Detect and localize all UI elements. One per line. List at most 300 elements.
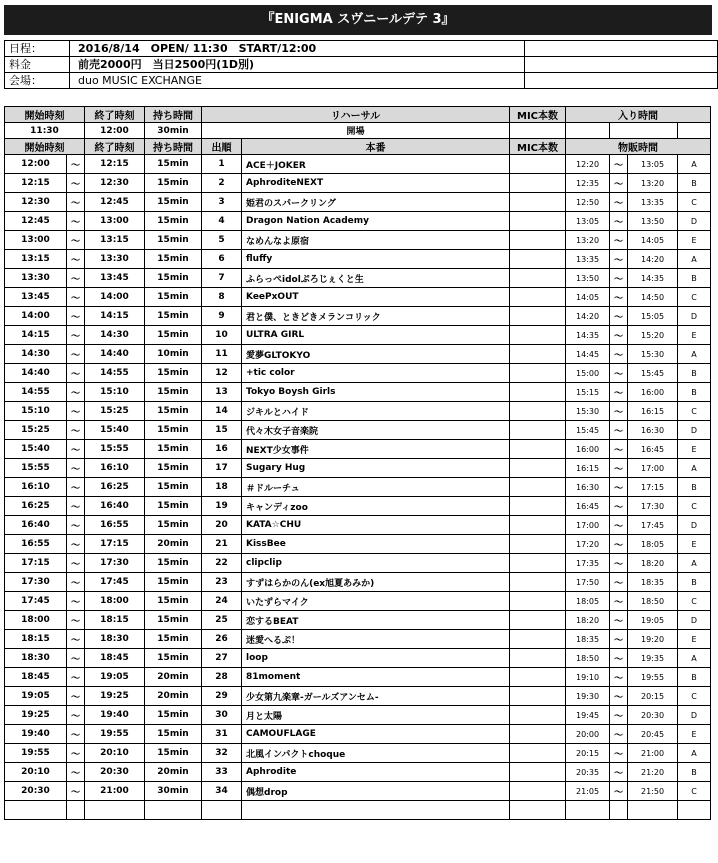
merch-area: B xyxy=(678,478,711,497)
merch-end: 13:35 xyxy=(628,193,678,212)
merch-start: 18:35 xyxy=(566,630,610,649)
slot-order: 2 xyxy=(202,174,242,193)
merch-tilde: 〜 xyxy=(610,250,628,269)
slot-duration: 15min xyxy=(145,212,202,231)
slot-duration: 20min xyxy=(145,763,202,782)
slot-start: 18:30 xyxy=(5,649,67,668)
schedule-row xyxy=(5,687,711,706)
slot-order: 33 xyxy=(202,763,242,782)
slot-act: なめんなよ原宿 xyxy=(242,231,510,250)
slot-start: 19:40 xyxy=(5,725,67,744)
merch-end: 15:45 xyxy=(628,364,678,383)
slot-act: KATA☆CHU xyxy=(242,516,510,535)
merch-start: 13:35 xyxy=(566,250,610,269)
slot-order: 20 xyxy=(202,516,242,535)
slot-act: 恋するBEAT xyxy=(242,611,510,630)
slot-start: 20:10 xyxy=(5,763,67,782)
merch-start: 12:35 xyxy=(566,174,610,193)
slot-tilde: 〜 xyxy=(67,212,85,231)
merch-tilde: 〜 xyxy=(610,155,628,174)
merch-area: C xyxy=(678,782,711,801)
slot-mic xyxy=(510,611,566,630)
header-rehearsal: リハーサル xyxy=(202,107,510,123)
slot-end: 21:00 xyxy=(85,782,145,801)
merch-end: 18:50 xyxy=(628,592,678,611)
merch-tilde: 〜 xyxy=(610,288,628,307)
slot-tilde: 〜 xyxy=(67,782,85,801)
merch-tilde: 〜 xyxy=(610,763,628,782)
slot-mic xyxy=(510,459,566,478)
merch-start: 12:20 xyxy=(566,155,610,174)
slot-mic xyxy=(510,383,566,402)
slot-duration: 15min xyxy=(145,725,202,744)
slot-duration: 15min xyxy=(145,592,202,611)
slot-tilde: 〜 xyxy=(67,364,85,383)
slot-act: 北風インパクトchoque xyxy=(242,744,510,763)
slot-order: 21 xyxy=(202,535,242,554)
merch-end: 15:20 xyxy=(628,326,678,345)
schedule-row xyxy=(5,440,711,459)
slot-tilde: 〜 xyxy=(67,573,85,592)
slot-start: 14:30 xyxy=(5,345,67,364)
merch-end: 20:45 xyxy=(628,725,678,744)
slot-duration: 15min xyxy=(145,744,202,763)
blank-cell xyxy=(202,801,242,820)
slot-start: 12:15 xyxy=(5,174,67,193)
merch-area: C xyxy=(678,288,711,307)
merch-start: 13:50 xyxy=(566,269,610,288)
merch-start: 12:50 xyxy=(566,193,610,212)
merch-end: 21:50 xyxy=(628,782,678,801)
merch-tilde: 〜 xyxy=(610,725,628,744)
merch-end: 18:20 xyxy=(628,554,678,573)
slot-duration: 20min xyxy=(145,668,202,687)
merch-tilde: 〜 xyxy=(610,345,628,364)
slot-tilde: 〜 xyxy=(67,535,85,554)
slot-order: 31 xyxy=(202,725,242,744)
merch-start: 18:05 xyxy=(566,592,610,611)
schedule-row xyxy=(5,155,711,174)
merch-area: E xyxy=(678,440,711,459)
slot-start: 16:10 xyxy=(5,478,67,497)
slot-end: 14:30 xyxy=(85,326,145,345)
header-end: 終了時刻 xyxy=(85,107,145,123)
schedule-body xyxy=(5,107,711,820)
merch-area: B xyxy=(678,174,711,193)
schedule-row xyxy=(5,174,711,193)
price-value: 前売2000円 当日2500円(1D別) xyxy=(70,57,525,73)
slot-tilde: 〜 xyxy=(67,706,85,725)
merch-area: A xyxy=(678,744,711,763)
merch-area: E xyxy=(678,630,711,649)
header-row-main xyxy=(5,139,711,155)
slot-order: 22 xyxy=(202,554,242,573)
merch-start: 14:45 xyxy=(566,345,610,364)
info-blank-cell xyxy=(525,57,718,73)
merch-tilde: 〜 xyxy=(610,668,628,687)
blank-cell xyxy=(242,801,510,820)
merch-area: A xyxy=(678,649,711,668)
slot-act: Aphrodite xyxy=(242,763,510,782)
slot-act: ＃ドルーチュ xyxy=(242,478,510,497)
slot-act: ULTRA GIRL xyxy=(242,326,510,345)
merch-area: D xyxy=(678,307,711,326)
slot-duration: 15min xyxy=(145,421,202,440)
merch-area: B xyxy=(678,573,711,592)
merch-end: 19:55 xyxy=(628,668,678,687)
merch-end: 19:35 xyxy=(628,649,678,668)
merch-end: 20:15 xyxy=(628,687,678,706)
merch-tilde: 〜 xyxy=(610,592,628,611)
slot-mic xyxy=(510,364,566,383)
slot-tilde: 〜 xyxy=(67,402,85,421)
merch-area: A xyxy=(678,250,711,269)
schedule-row xyxy=(5,478,711,497)
info-row-date xyxy=(5,41,718,57)
slot-duration: 15min xyxy=(145,630,202,649)
slot-mic xyxy=(510,554,566,573)
slot-end: 13:30 xyxy=(85,250,145,269)
slot-act: 愛夢GLTOKYO xyxy=(242,345,510,364)
slot-act: clipclip xyxy=(242,554,510,573)
schedule-row xyxy=(5,630,711,649)
slot-start: 17:15 xyxy=(5,554,67,573)
merch-tilde: 〜 xyxy=(610,364,628,383)
slot-act: KissBee xyxy=(242,535,510,554)
merch-start: 15:30 xyxy=(566,402,610,421)
slot-act: 迷愛へるぷ！ xyxy=(242,630,510,649)
slot-mic xyxy=(510,288,566,307)
header-mic: MIC本数 xyxy=(510,139,566,155)
slot-tilde: 〜 xyxy=(67,763,85,782)
merch-start: 17:35 xyxy=(566,554,610,573)
slot-mic xyxy=(510,231,566,250)
slot-mic xyxy=(510,497,566,516)
header-row-rehearsal xyxy=(5,107,711,123)
slot-end: 17:30 xyxy=(85,554,145,573)
slot-start: 19:25 xyxy=(5,706,67,725)
slot-mic xyxy=(510,668,566,687)
merch-end: 15:30 xyxy=(628,345,678,364)
slot-mic xyxy=(510,649,566,668)
schedule-row xyxy=(5,326,711,345)
slot-duration: 15min xyxy=(145,440,202,459)
slot-end: 12:45 xyxy=(85,193,145,212)
merch-end: 14:35 xyxy=(628,269,678,288)
slot-mic xyxy=(510,250,566,269)
info-blank-cell xyxy=(525,41,718,57)
merch-start: 17:50 xyxy=(566,573,610,592)
merch-start: 20:00 xyxy=(566,725,610,744)
merch-start: 20:15 xyxy=(566,744,610,763)
slot-end: 13:00 xyxy=(85,212,145,231)
slot-duration: 15min xyxy=(145,573,202,592)
merch-end: 13:50 xyxy=(628,212,678,231)
schedule-row xyxy=(5,402,711,421)
slot-end: 17:15 xyxy=(85,535,145,554)
rehearsal-mic xyxy=(510,123,566,139)
schedule-row xyxy=(5,725,711,744)
merch-area: C xyxy=(678,497,711,516)
slot-start: 13:00 xyxy=(5,231,67,250)
slot-start: 15:25 xyxy=(5,421,67,440)
slot-order: 26 xyxy=(202,630,242,649)
merch-tilde: 〜 xyxy=(610,535,628,554)
merch-tilde: 〜 xyxy=(610,554,628,573)
slot-end: 12:15 xyxy=(85,155,145,174)
merch-tilde: 〜 xyxy=(610,459,628,478)
slot-act: ジキルとハイド xyxy=(242,402,510,421)
schedule-row xyxy=(5,421,711,440)
merch-area: A xyxy=(678,554,711,573)
merch-tilde: 〜 xyxy=(610,744,628,763)
slot-duration: 15min xyxy=(145,383,202,402)
merch-start: 14:20 xyxy=(566,307,610,326)
slot-mic xyxy=(510,744,566,763)
slot-tilde: 〜 xyxy=(67,668,85,687)
merch-end: 21:00 xyxy=(628,744,678,763)
merch-start: 16:30 xyxy=(566,478,610,497)
slot-mic xyxy=(510,421,566,440)
schedule-row xyxy=(5,269,711,288)
slot-act: ふらっぺidolぷろじぇくと生 xyxy=(242,269,510,288)
slot-mic xyxy=(510,725,566,744)
slot-act: Dragon Nation Academy xyxy=(242,212,510,231)
slot-start: 16:55 xyxy=(5,535,67,554)
merch-area: A xyxy=(678,345,711,364)
slot-tilde: 〜 xyxy=(67,630,85,649)
slot-act: fluffy xyxy=(242,250,510,269)
slot-duration: 15min xyxy=(145,611,202,630)
slot-tilde: 〜 xyxy=(67,611,85,630)
slot-mic xyxy=(510,345,566,364)
slot-duration: 15min xyxy=(145,269,202,288)
merch-start: 13:05 xyxy=(566,212,610,231)
blank-cell xyxy=(566,801,610,820)
blank-cell xyxy=(85,801,145,820)
slot-order: 17 xyxy=(202,459,242,478)
slot-end: 15:55 xyxy=(85,440,145,459)
merch-tilde: 〜 xyxy=(610,269,628,288)
merch-start: 14:05 xyxy=(566,288,610,307)
slot-end: 14:15 xyxy=(85,307,145,326)
slot-duration: 15min xyxy=(145,193,202,212)
info-row-price xyxy=(5,57,718,73)
slot-duration: 15min xyxy=(145,497,202,516)
merch-start: 14:35 xyxy=(566,326,610,345)
slot-tilde: 〜 xyxy=(67,592,85,611)
schedule-row xyxy=(5,668,711,687)
slot-start: 19:05 xyxy=(5,687,67,706)
rehearsal-entry-b xyxy=(610,123,678,139)
slot-end: 18:00 xyxy=(85,592,145,611)
slot-start: 12:45 xyxy=(5,212,67,231)
slot-order: 14 xyxy=(202,402,242,421)
slot-order: 34 xyxy=(202,782,242,801)
slot-end: 19:55 xyxy=(85,725,145,744)
merch-end: 16:15 xyxy=(628,402,678,421)
schedule-row xyxy=(5,459,711,478)
slot-duration: 15min xyxy=(145,649,202,668)
slot-mic xyxy=(510,193,566,212)
slot-tilde: 〜 xyxy=(67,497,85,516)
date-value: 2016/8/14 OPEN/ 11:30 START/12:00 xyxy=(70,41,525,57)
slot-tilde: 〜 xyxy=(67,288,85,307)
slot-act: KeePxOUT xyxy=(242,288,510,307)
merch-tilde: 〜 xyxy=(610,630,628,649)
slot-end: 16:40 xyxy=(85,497,145,516)
header-duration: 持ち時間 xyxy=(145,107,202,123)
merch-end: 14:50 xyxy=(628,288,678,307)
slot-start: 12:00 xyxy=(5,155,67,174)
merch-end: 18:35 xyxy=(628,573,678,592)
header-order: 出順 xyxy=(202,139,242,155)
slot-mic xyxy=(510,687,566,706)
schedule-row-blank xyxy=(5,801,711,820)
slot-tilde: 〜 xyxy=(67,155,85,174)
slot-order: 4 xyxy=(202,212,242,231)
slot-tilde: 〜 xyxy=(67,554,85,573)
merch-tilde: 〜 xyxy=(610,687,628,706)
header-mic: MIC本数 xyxy=(510,107,566,123)
slot-end: 19:40 xyxy=(85,706,145,725)
merch-area: E xyxy=(678,326,711,345)
merch-tilde: 〜 xyxy=(610,402,628,421)
date-label: 日程： xyxy=(5,41,70,57)
merch-start: 15:00 xyxy=(566,364,610,383)
schedule-row xyxy=(5,288,711,307)
merch-end: 15:05 xyxy=(628,307,678,326)
slot-order: 16 xyxy=(202,440,242,459)
merch-area: B xyxy=(678,364,711,383)
merch-area: D xyxy=(678,706,711,725)
slot-start: 14:00 xyxy=(5,307,67,326)
slot-start: 13:45 xyxy=(5,288,67,307)
merch-start: 20:35 xyxy=(566,763,610,782)
slot-order: 25 xyxy=(202,611,242,630)
slot-tilde: 〜 xyxy=(67,269,85,288)
slot-act: 姫君のスパークリング xyxy=(242,193,510,212)
slot-end: 18:15 xyxy=(85,611,145,630)
slot-order: 12 xyxy=(202,364,242,383)
slot-start: 15:55 xyxy=(5,459,67,478)
slot-duration: 15min xyxy=(145,706,202,725)
merch-start: 15:15 xyxy=(566,383,610,402)
event-info-table xyxy=(4,40,718,89)
slot-order: 9 xyxy=(202,307,242,326)
slot-order: 15 xyxy=(202,421,242,440)
slot-end: 15:10 xyxy=(85,383,145,402)
price-label: 料金 xyxy=(5,57,70,73)
rehearsal-entry-c xyxy=(678,123,711,139)
merch-start: 21:05 xyxy=(566,782,610,801)
slot-tilde: 〜 xyxy=(67,250,85,269)
merch-tilde: 〜 xyxy=(610,193,628,212)
venue-value: duo MUSIC EXCHANGE xyxy=(70,73,525,89)
merch-start: 19:45 xyxy=(566,706,610,725)
merch-tilde: 〜 xyxy=(610,497,628,516)
schedule-row xyxy=(5,250,711,269)
slot-end: 14:00 xyxy=(85,288,145,307)
schedule-row xyxy=(5,535,711,554)
slot-act: loop xyxy=(242,649,510,668)
slot-duration: 15min xyxy=(145,288,202,307)
slot-end: 16:25 xyxy=(85,478,145,497)
rehearsal-row xyxy=(5,123,711,139)
header-merch: 物販時間 xyxy=(566,139,711,155)
rehearsal-label: 開場 xyxy=(202,123,510,139)
slot-mic xyxy=(510,478,566,497)
slot-act: 偶想drop xyxy=(242,782,510,801)
merch-tilde: 〜 xyxy=(610,326,628,345)
slot-tilde: 〜 xyxy=(67,383,85,402)
slot-tilde: 〜 xyxy=(67,193,85,212)
merch-end: 17:45 xyxy=(628,516,678,535)
slot-act: Tokyo Boysh Girls xyxy=(242,383,510,402)
merch-end: 19:20 xyxy=(628,630,678,649)
slot-end: 15:40 xyxy=(85,421,145,440)
slot-duration: 15min xyxy=(145,326,202,345)
slot-duration: 15min xyxy=(145,307,202,326)
slot-end: 13:15 xyxy=(85,231,145,250)
merch-tilde: 〜 xyxy=(610,478,628,497)
merch-end: 19:05 xyxy=(628,611,678,630)
schedule-row xyxy=(5,592,711,611)
slot-start: 17:45 xyxy=(5,592,67,611)
slot-duration: 15min xyxy=(145,231,202,250)
slot-tilde: 〜 xyxy=(67,478,85,497)
merch-start: 19:30 xyxy=(566,687,610,706)
slot-start: 18:00 xyxy=(5,611,67,630)
schedule-row xyxy=(5,763,711,782)
blank-cell xyxy=(510,801,566,820)
info-row-venue xyxy=(5,73,718,89)
slot-duration: 15min xyxy=(145,402,202,421)
header-start: 開始時刻 xyxy=(5,107,85,123)
slot-order: 27 xyxy=(202,649,242,668)
slot-act: 少女第九楽章-ガールズアンセム- xyxy=(242,687,510,706)
slot-end: 13:45 xyxy=(85,269,145,288)
slot-duration: 15min xyxy=(145,554,202,573)
merch-start: 13:20 xyxy=(566,231,610,250)
schedule-row xyxy=(5,383,711,402)
slot-tilde: 〜 xyxy=(67,174,85,193)
schedule-row xyxy=(5,516,711,535)
slot-mic xyxy=(510,630,566,649)
schedule-row xyxy=(5,364,711,383)
slot-tilde: 〜 xyxy=(67,649,85,668)
blank-cell xyxy=(145,801,202,820)
slot-duration: 20min xyxy=(145,687,202,706)
merch-start: 16:00 xyxy=(566,440,610,459)
header-start: 開始時刻 xyxy=(5,139,85,155)
slot-mic xyxy=(510,782,566,801)
venue-label: 会場： xyxy=(5,73,70,89)
merch-end: 16:30 xyxy=(628,421,678,440)
slot-start: 14:55 xyxy=(5,383,67,402)
header-main: 本番 xyxy=(242,139,510,155)
slot-start: 17:30 xyxy=(5,573,67,592)
merch-area: B xyxy=(678,763,711,782)
slot-order: 28 xyxy=(202,668,242,687)
slot-start: 15:10 xyxy=(5,402,67,421)
merch-tilde: 〜 xyxy=(610,231,628,250)
slot-order: 5 xyxy=(202,231,242,250)
merch-tilde: 〜 xyxy=(610,421,628,440)
slot-order: 30 xyxy=(202,706,242,725)
merch-start: 18:20 xyxy=(566,611,610,630)
rehearsal-entry-a xyxy=(566,123,610,139)
